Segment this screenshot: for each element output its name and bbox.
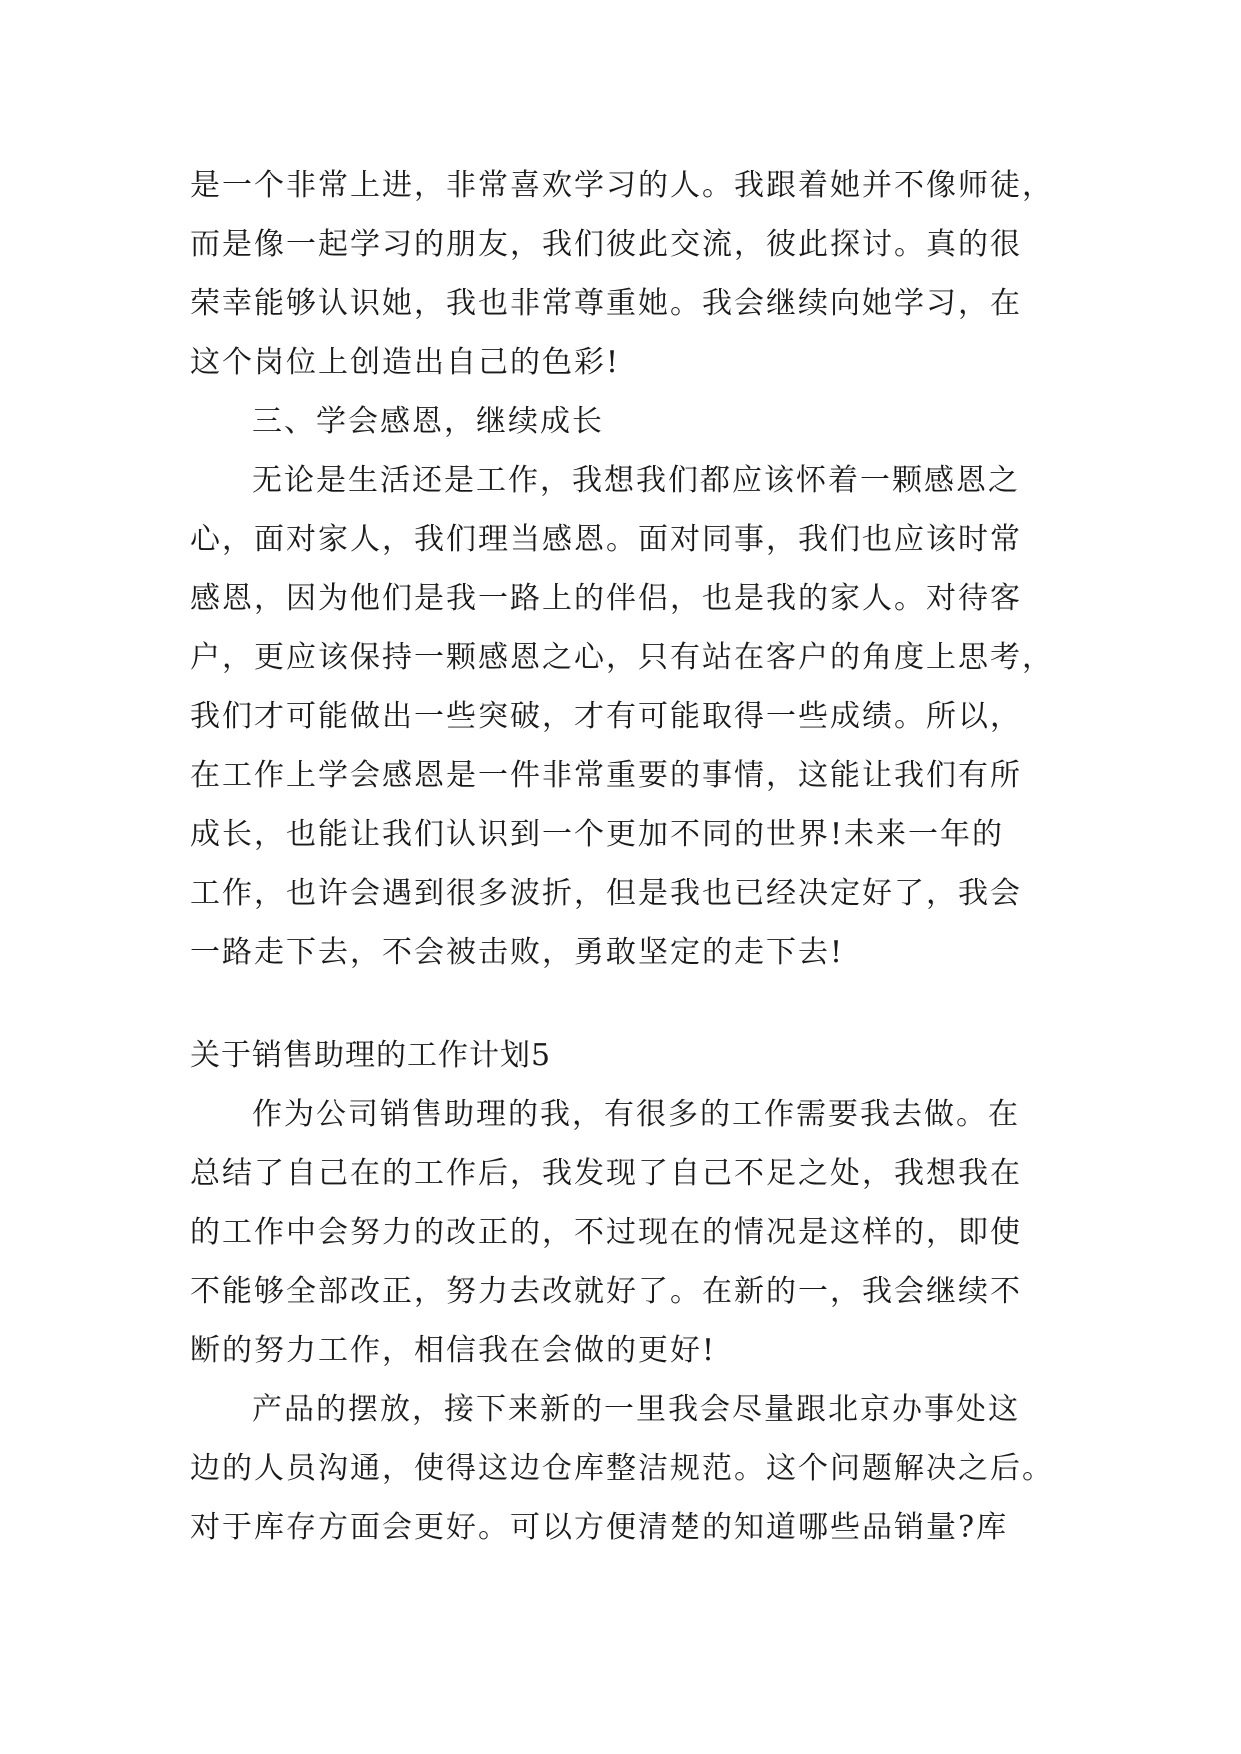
paragraph-line: 而是像一起学习的朋友，我们彼此交流，彼此探讨。真的很	[190, 227, 1022, 262]
paragraph-line: 成长，也能让我们认识到一个更加不同的世界!未来一年的	[190, 817, 1005, 852]
paragraph-line: 我们才可能做出一些突破，才有可能取得一些成绩。所以，	[190, 699, 1022, 734]
section-heading: 三、学会感恩，继续成长	[252, 404, 604, 439]
paragraph-line: 工作，也许会遇到很多波折，但是我也已经决定好了，我会	[190, 876, 1022, 911]
paragraph-line: 总结了自己在的工作后，我发现了自己不足之处，我想我在	[190, 1156, 1022, 1191]
paragraph-line: 产品的摆放，接下来新的一里我会尽量跟北京办事处这	[252, 1392, 1020, 1427]
paragraph-line: 户，更应该保持一颗感恩之心，只有站在客户的角度上思考，	[190, 640, 1054, 675]
paragraph-line: 荣幸能够认识她，我也非常尊重她。我会继续向她学习，在	[190, 286, 1022, 321]
paragraph-line: 这个岗位上创造出自己的色彩!	[190, 345, 621, 380]
paragraph-line: 在工作上学会感恩是一件非常重要的事情，这能让我们有所	[190, 758, 1022, 793]
paragraph-line: 心，面对家人，我们理当感恩。面对同事，我们也应该时常	[190, 522, 1022, 557]
paragraph-line: 对于库存方面会更好。可以方便清楚的知道哪些品销量?库	[190, 1510, 1009, 1545]
article-title: 关于销售助理的工作计划5	[190, 1038, 552, 1073]
paragraph-line: 一路走下去，不会被击败，勇敢坚定的走下去!	[190, 935, 845, 970]
paragraph-line: 边的人员沟通，使得这边仓库整洁规范。这个问题解决之后。	[190, 1451, 1054, 1486]
paragraph-line: 无论是生活还是工作，我想我们都应该怀着一颗感恩之	[252, 463, 1020, 498]
paragraph-line: 作为公司销售助理的我，有很多的工作需要我去做。在	[252, 1097, 1020, 1132]
paragraph-line: 的工作中会努力的改正的，不过现在的情况是这样的，即使	[190, 1215, 1022, 1250]
paragraph-line: 不能够全部改正，努力去改就好了。在新的一，我会继续不	[190, 1274, 1022, 1309]
paragraph-line: 断的努力工作，相信我在会做的更好!	[190, 1333, 717, 1368]
paragraph-line: 感恩，因为他们是我一路上的伴侣，也是我的家人。对待客	[190, 581, 1022, 616]
paragraph-line: 是一个非常上进，非常喜欢学习的人。我跟着她并不像师徒，	[190, 168, 1054, 203]
